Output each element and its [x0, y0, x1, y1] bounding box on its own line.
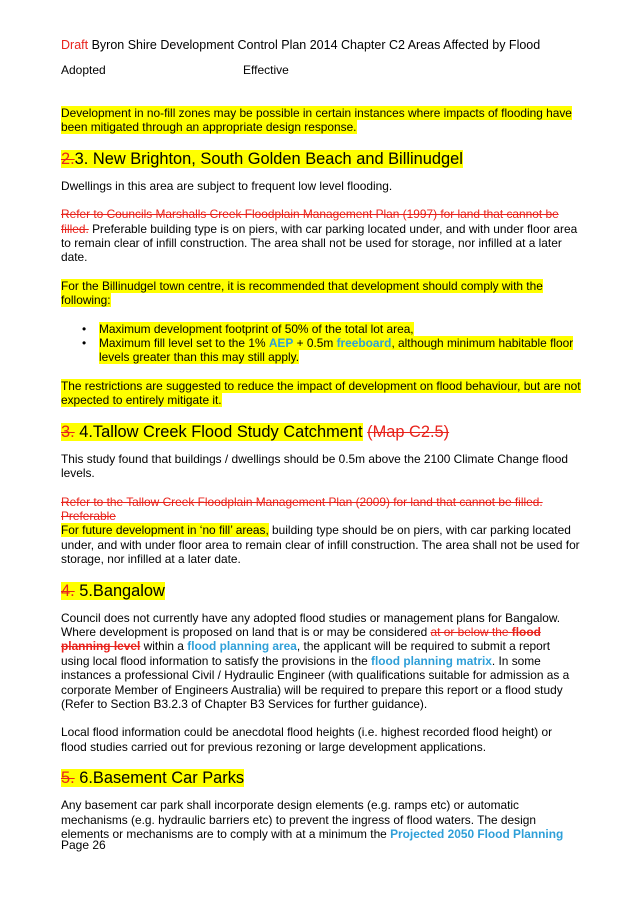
section-6-title: 6.Basement Car Parks: [74, 769, 245, 788]
section-4-old-number: 3.: [61, 422, 75, 441]
list-item: [61, 322, 581, 336]
section-5-p2: Local flood information could be anecdotal flood heights (i.e. highest recorded flood height) or flood studies carried out for previous rezoning or large development applications.: [61, 725, 553, 754]
section-3-p3: [61, 279, 581, 308]
section-4-heading: [61, 422, 581, 442]
draft-label: Draft: [61, 38, 89, 52]
section-5-title: 5.Bangalow: [74, 581, 165, 600]
section-3-p2-text: Preferable building type is on piers, with car parking located under, and with under floor area to remain clear of infill construction. The area shall not be used for storage, nor infilled at a later date.: [61, 221, 578, 265]
effective-label: Effective: [243, 63, 289, 77]
section-3-heading: [61, 149, 581, 169]
freeboard-link[interactable]: freeboard: [336, 336, 392, 351]
status-row: [61, 63, 289, 77]
section-3-old-number: 2.: [61, 149, 75, 168]
section-5-heading: [61, 581, 581, 601]
section-4-p1: This study found that buildings / dwellings should be 0.5m above the 2100 Climate Change flood levels.: [61, 451, 568, 481]
section-4-p3-text: building type should be on piers, with car parking located under, and with under floor area to remain clear of infill construction. The area shall not be used for storage, nor infilled at a later date.: [61, 523, 580, 567]
list-item-text: + 0.5m: [293, 336, 337, 351]
section-5-text: , the applicant will be required to submit a report using local flood information to satisfy the provisions in the: [61, 639, 551, 668]
section-6-old-number: 5.: [61, 769, 75, 788]
list-item-text: Maximum fill level set to the 1%: [99, 336, 269, 351]
section-3-p3-text: For the Billinudgel town centre, it is recommended that development should comply with the following:: [61, 278, 543, 308]
section-3-p4: [61, 379, 581, 408]
document-body: [61, 106, 581, 855]
section-3-p2: [61, 207, 581, 265]
section-5-old-number: 4.: [61, 581, 75, 600]
header-title: Byron Shire Development Control Plan 2014 Chapter C2 Areas Affected by Flood: [88, 38, 541, 52]
section-4-title: 4.Tallow Creek Flood Study Catchment: [74, 422, 363, 441]
flood-planning-matrix-link[interactable]: flood planning matrix: [370, 653, 492, 668]
projected-2050-link[interactable]: Projected 2050 Flood Planning: [390, 827, 564, 841]
section-6-heading: [61, 768, 581, 788]
section-4-p3-highlight: For future development in ‘no fill’ areas,: [61, 523, 269, 538]
page-number: Page 26: [61, 838, 106, 852]
section-5-text: . In some instances a professional Civil / Hydraulic Engineer (with qualifications suitable for admission as a corporate Member of Engineers Australia) will be required to prepare this report or a flood study (Refer to Section B3.2.3 of Chapter B3 Services for further guidance).: [61, 653, 570, 711]
intro-paragraph: [61, 106, 581, 135]
section-3-title: 3. New Brighton, South Golden Beach and Billinudgel: [74, 149, 463, 168]
section-6-text: Any basement car park shall incorporate design elements (e.g. ramps etc) or automatic mechanisms (e.g. hydraulic barriers etc) to prevent the ingress of flood waters. The design elements or mechanisms are to comply with at a minimum the: [61, 798, 536, 841]
list-item-text: Maximum development footprint of 50% of the total lot area,: [99, 321, 414, 336]
section-3-p4-text: The restrictions are suggested to reduce the impact of development on flood behaviour, but are not expected to entirely mitigate it.: [61, 378, 581, 408]
section-4-p3: [61, 523, 581, 566]
section-6-p1: [61, 798, 581, 841]
intro-text: Development in no-fill zones may be possible in certain instances where impacts of flooding have been mitigated through an appropriate design response.: [61, 106, 572, 135]
flood-planning-area-link[interactable]: flood planning area: [187, 639, 297, 654]
section-5-p1: [61, 611, 581, 712]
bullet-icon: •: [82, 336, 87, 351]
list-item: [61, 336, 581, 365]
section-5-text: within a: [140, 639, 188, 654]
list-item-text: , although minimum habitable floor levels greater than this may still apply.: [99, 336, 574, 365]
page-header: [61, 38, 540, 52]
section-4-p2-deleted: Refer to the Tallow Creek Floodplain Management Plan (2009) for land that cannot be filled. Preferable: [61, 494, 543, 523]
section-5-deleted: at or below the: [430, 624, 509, 639]
aep-link[interactable]: AEP: [268, 336, 294, 351]
section-4-p2: [61, 495, 581, 524]
section-4-map-deleted: (Map C2.5): [367, 422, 450, 441]
bullet-icon: •: [82, 321, 87, 336]
section-5-text: Council does not currently have any adopted flood studies or management plans for Bangalow. Where development is proposed on land that is or may be considered: [61, 610, 561, 639]
section-3-p2-deleted: Refer to Councils Marshalls Creek Floodplain Management Plan (1997) for land that cannot be filled.: [61, 207, 559, 236]
section-5-deleted-term: flood planning level: [61, 624, 541, 654]
adopted-label: Adopted: [61, 63, 106, 77]
section-3-list: [61, 322, 581, 365]
section-3-p1: Dwellings in this area are subject to frequent low level flooding.: [61, 178, 393, 193]
